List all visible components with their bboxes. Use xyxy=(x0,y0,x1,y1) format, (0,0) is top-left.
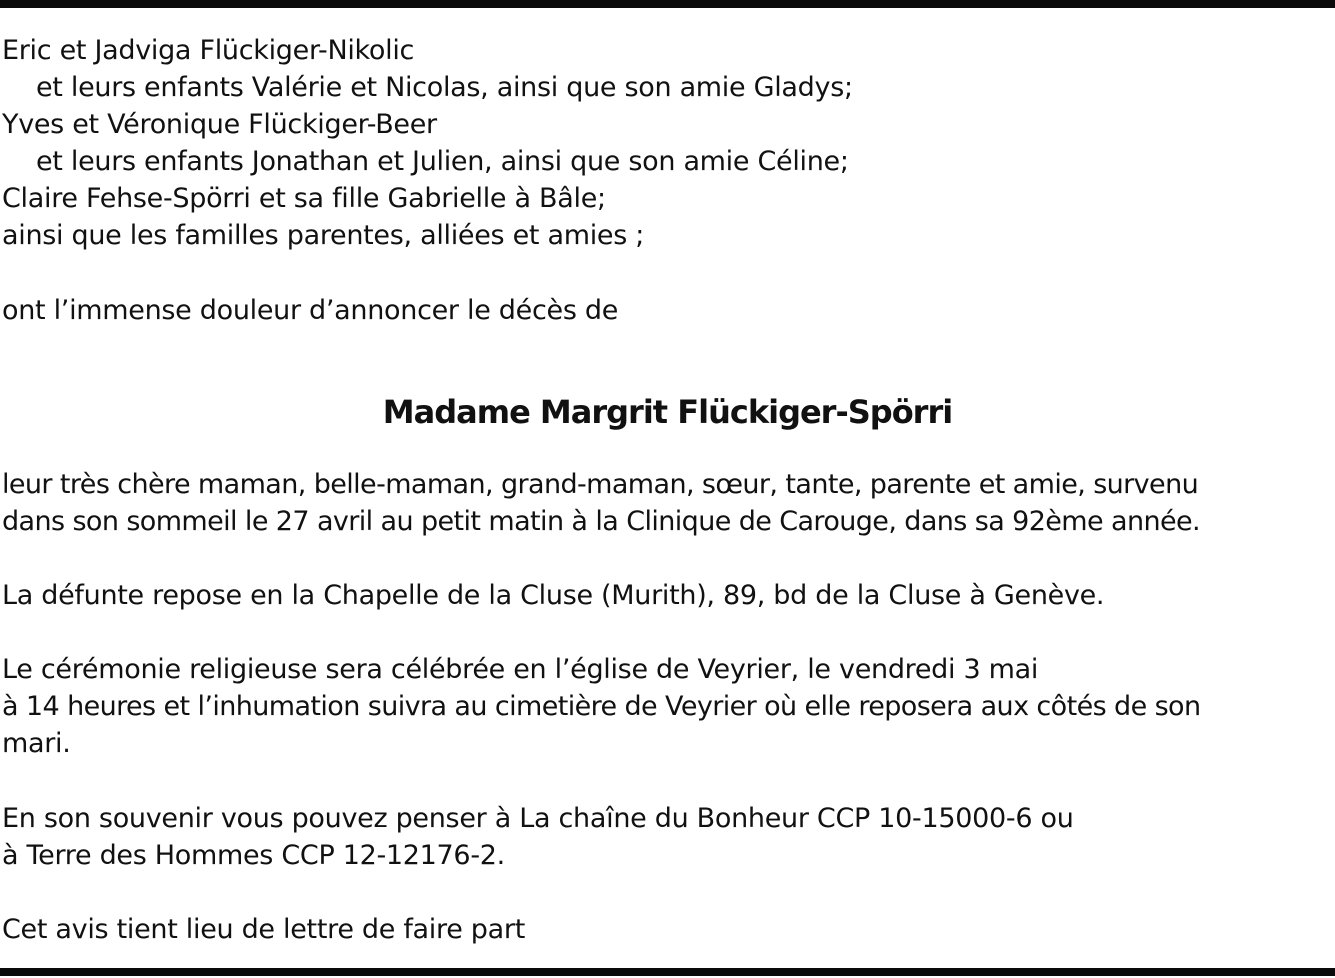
family-line-1: Eric et Jadviga Flückiger-Nikolic xyxy=(2,35,415,66)
donations-line-1: En son souvenir vous pouvez penser à La chaîne du Bonheur CCP 10-15000-6 ou xyxy=(2,803,1074,834)
ceremony-line-2: à 14 heures et l’inhumation suivra au cimetière de Veyrier où elle reposera aux côtés de son xyxy=(2,691,1201,722)
family-line-5: Claire Fehse-Spörri et sa fille Gabrielle à Bâle; xyxy=(2,183,606,214)
family-line-6: ainsi que les familles parentes, alliées et amies ; xyxy=(2,220,645,251)
announcement-text: ont l’immense douleur d’annoncer le décès de xyxy=(2,295,619,326)
family-line-4: et leurs enfants Jonathan et Julien, ainsi que son amie Céline; xyxy=(36,146,849,177)
top-rule xyxy=(0,0,1335,8)
family-line-2: et leurs enfants Valérie et Nicolas, ainsi que son amie Gladys; xyxy=(36,72,853,103)
ceremony-line-3: mari. xyxy=(2,728,71,759)
family-line-3: Yves et Véronique Flückiger-Beer xyxy=(2,109,437,140)
description-line-1: leur très chère maman, belle-maman, grand-maman, sœur, tante, parente et amie, survenu xyxy=(2,469,1199,500)
ceremony-line-1: Le cérémonie religieuse sera célébrée en l’église de Veyrier, le vendredi 3 mai xyxy=(2,654,1039,685)
bottom-rule xyxy=(0,968,1335,976)
description-line-2: dans son sommeil le 27 avril au petit matin à la Clinique de Carouge, dans sa 92ème année. xyxy=(2,506,1200,537)
repose-text: La défunte repose en la Chapelle de la Cluse (Murith), 89, bd de la Cluse à Genève. xyxy=(2,580,1105,611)
donations-line-2: à Terre des Hommes CCP 12-12176-2. xyxy=(2,840,505,871)
deceased-name-heading: Madame Margrit Flückiger-Spörri xyxy=(382,393,953,431)
closing-text: Cet avis tient lieu de lettre de faire part xyxy=(2,914,525,945)
